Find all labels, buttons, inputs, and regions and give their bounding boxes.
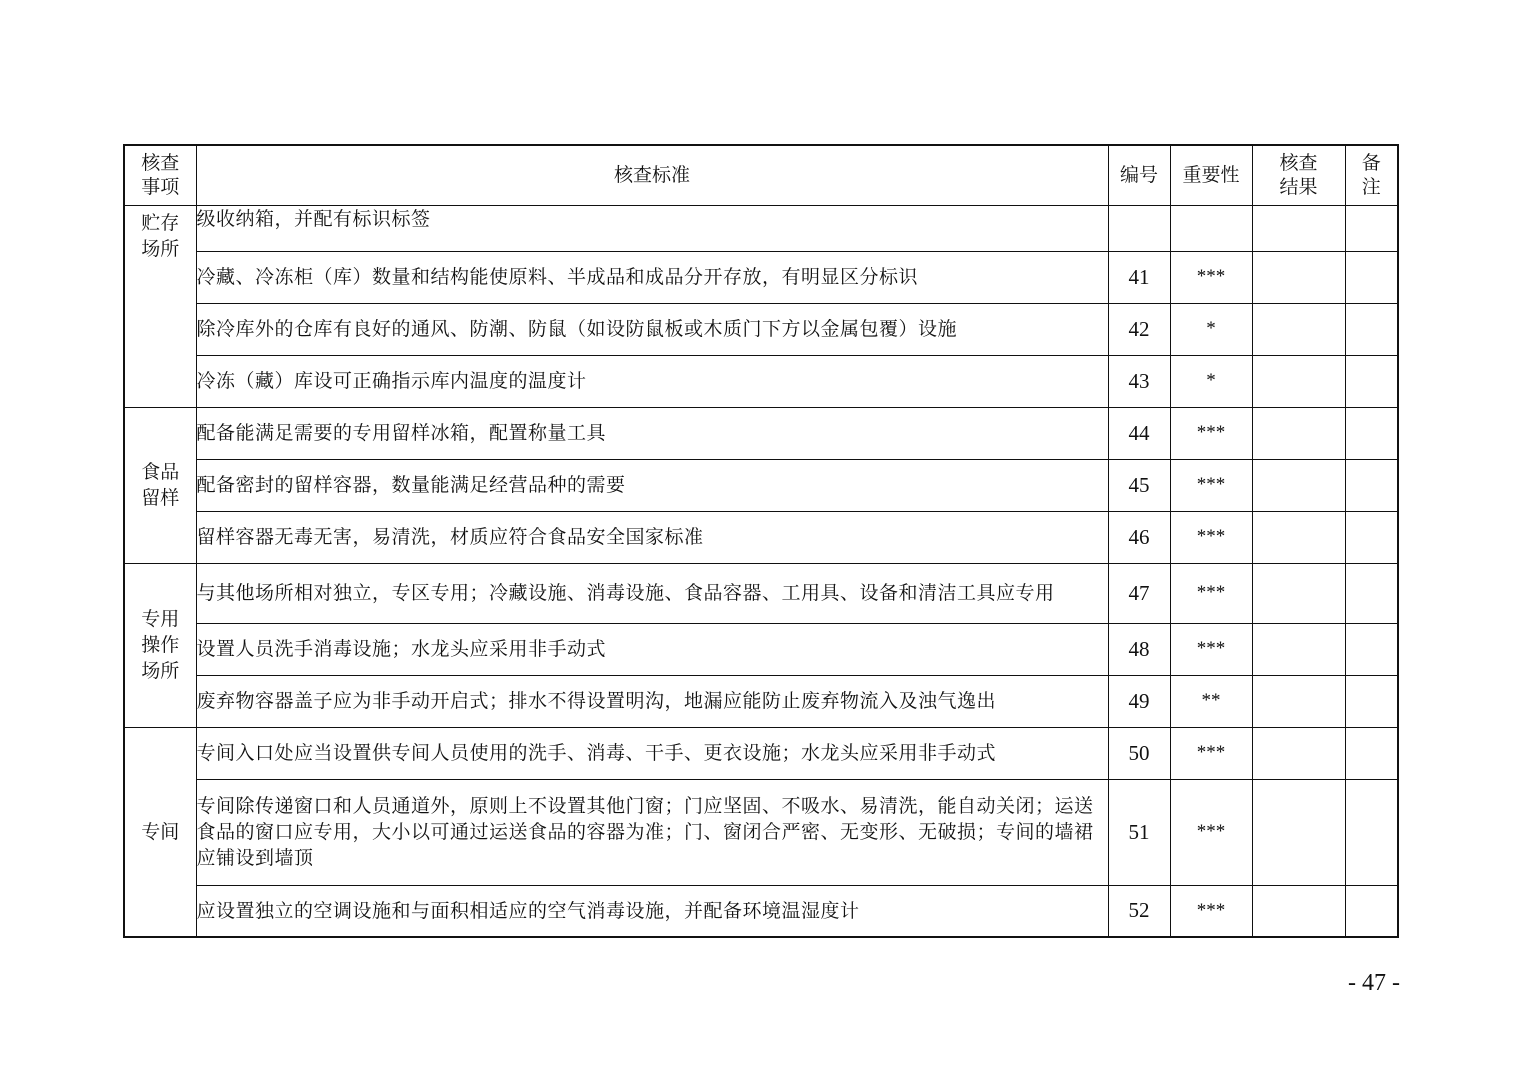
number-cell: 49: [1108, 675, 1170, 727]
table-row: [124, 303, 1398, 355]
standard-cell: 专间除传递窗口和人员通道外，原则上不设置其他门窗；门应坚固、不吸水、易清洗，能自动关闭；运送食品的窗口应专用，大小以可通过运送食品的容器为准；门、窗闭合严密、无变形、无破损；专间的墙裙应铺设到墙顶: [196, 779, 1108, 885]
standard-cell: 留样容器无毒无害，易清洗，材质应符合食品安全国家标准: [196, 511, 1108, 563]
result-cell[interactable]: [1252, 623, 1345, 675]
category-storage: 贮存 场所: [124, 205, 196, 407]
remark-cell[interactable]: [1345, 727, 1398, 779]
importance-cell: *: [1170, 355, 1252, 407]
number-cell: [1108, 205, 1170, 251]
inspection-table: [123, 144, 1399, 938]
table-header-row: [124, 145, 1398, 205]
result-cell[interactable]: [1252, 303, 1345, 355]
importance-cell: ***: [1170, 623, 1252, 675]
number-cell: 52: [1108, 885, 1170, 937]
standard-cell: 设置人员洗手消毒设施；水龙头应采用非手动式: [196, 623, 1108, 675]
header-inspection-result: 核查 结果: [1252, 145, 1345, 205]
remark-cell[interactable]: [1345, 459, 1398, 511]
remark-cell[interactable]: [1345, 303, 1398, 355]
table-row: [124, 885, 1398, 937]
table-row: [124, 511, 1398, 563]
number-cell: 43: [1108, 355, 1170, 407]
number-cell: 46: [1108, 511, 1170, 563]
table-row: [124, 251, 1398, 303]
table-row: [124, 407, 1398, 459]
standard-cell: 级收纳箱，并配有标识标签: [196, 205, 1108, 251]
remark-cell[interactable]: [1345, 511, 1398, 563]
table-row: [124, 459, 1398, 511]
standard-cell: 冷冻（藏）库设可正确指示库内温度的温度计: [196, 355, 1108, 407]
standard-cell: 配备密封的留样容器，数量能满足经营品种的需要: [196, 459, 1108, 511]
table-row: [124, 205, 1398, 251]
remark-cell[interactable]: [1345, 779, 1398, 885]
result-cell[interactable]: [1252, 511, 1345, 563]
importance-cell: **: [1170, 675, 1252, 727]
importance-cell: ***: [1170, 885, 1252, 937]
standard-cell: 应设置独立的空调设施和与面积相适应的空气消毒设施，并配备环境温湿度计: [196, 885, 1108, 937]
table-row: [124, 779, 1398, 885]
category-special-operation-area: 专用 操作 场所: [124, 563, 196, 727]
standard-cell: 废弃物容器盖子应为非手动开启式；排水不得设置明沟，地漏应能防止废弃物流入及浊气逸出: [196, 675, 1108, 727]
remark-cell[interactable]: [1345, 885, 1398, 937]
standard-cell: 与其他场所相对独立，专区专用；冷藏设施、消毒设施、食品容器、工用具、设备和清洁工具应专用: [196, 563, 1108, 623]
remark-cell[interactable]: [1345, 675, 1398, 727]
number-cell: 47: [1108, 563, 1170, 623]
category-food-sample: 食品 留样: [124, 407, 196, 563]
table-row: [124, 623, 1398, 675]
result-cell[interactable]: [1252, 563, 1345, 623]
table-row: [124, 727, 1398, 779]
category-special-room: 专间: [124, 727, 196, 937]
importance-cell: ***: [1170, 511, 1252, 563]
standard-cell: 冷藏、冷冻柜（库）数量和结构能使原料、半成品和成品分开存放，有明显区分标识: [196, 251, 1108, 303]
importance-cell: ***: [1170, 407, 1252, 459]
result-cell[interactable]: [1252, 727, 1345, 779]
importance-cell: ***: [1170, 727, 1252, 779]
result-cell[interactable]: [1252, 355, 1345, 407]
importance-cell: ***: [1170, 779, 1252, 885]
result-cell[interactable]: [1252, 675, 1345, 727]
table-row: [124, 355, 1398, 407]
standard-cell: 专间入口处应当设置供专间人员使用的洗手、消毒、干手、更衣设施；水龙头应采用非手动式: [196, 727, 1108, 779]
header-remark: 备 注: [1345, 145, 1398, 205]
header-inspection-standard: 核查标准: [196, 145, 1108, 205]
standard-cell: 除冷库外的仓库有良好的通风、防潮、防鼠（如设防鼠板或木质门下方以金属包覆）设施: [196, 303, 1108, 355]
importance-cell: ***: [1170, 459, 1252, 511]
result-cell[interactable]: [1252, 779, 1345, 885]
result-cell[interactable]: [1252, 205, 1345, 251]
result-cell[interactable]: [1252, 251, 1345, 303]
importance-cell: [1170, 205, 1252, 251]
importance-cell: ***: [1170, 251, 1252, 303]
number-cell: 51: [1108, 779, 1170, 885]
header-number: 编号: [1108, 145, 1170, 205]
result-cell[interactable]: [1252, 407, 1345, 459]
page-number: - 47 -: [1348, 970, 1400, 996]
number-cell: 41: [1108, 251, 1170, 303]
number-cell: 45: [1108, 459, 1170, 511]
number-cell: 50: [1108, 727, 1170, 779]
importance-cell: *: [1170, 303, 1252, 355]
remark-cell[interactable]: [1345, 623, 1398, 675]
result-cell[interactable]: [1252, 885, 1345, 937]
header-importance: 重要性: [1170, 145, 1252, 205]
table-row: [124, 675, 1398, 727]
number-cell: 42: [1108, 303, 1170, 355]
remark-cell[interactable]: [1345, 251, 1398, 303]
number-cell: 44: [1108, 407, 1170, 459]
table-row: [124, 563, 1398, 623]
remark-cell[interactable]: [1345, 355, 1398, 407]
remark-cell[interactable]: [1345, 205, 1398, 251]
importance-cell: ***: [1170, 563, 1252, 623]
remark-cell[interactable]: [1345, 563, 1398, 623]
result-cell[interactable]: [1252, 459, 1345, 511]
header-inspection-item: 核查 事项: [124, 145, 196, 205]
standard-cell: 配备能满足需要的专用留样冰箱，配置称量工具: [196, 407, 1108, 459]
number-cell: 48: [1108, 623, 1170, 675]
remark-cell[interactable]: [1345, 407, 1398, 459]
